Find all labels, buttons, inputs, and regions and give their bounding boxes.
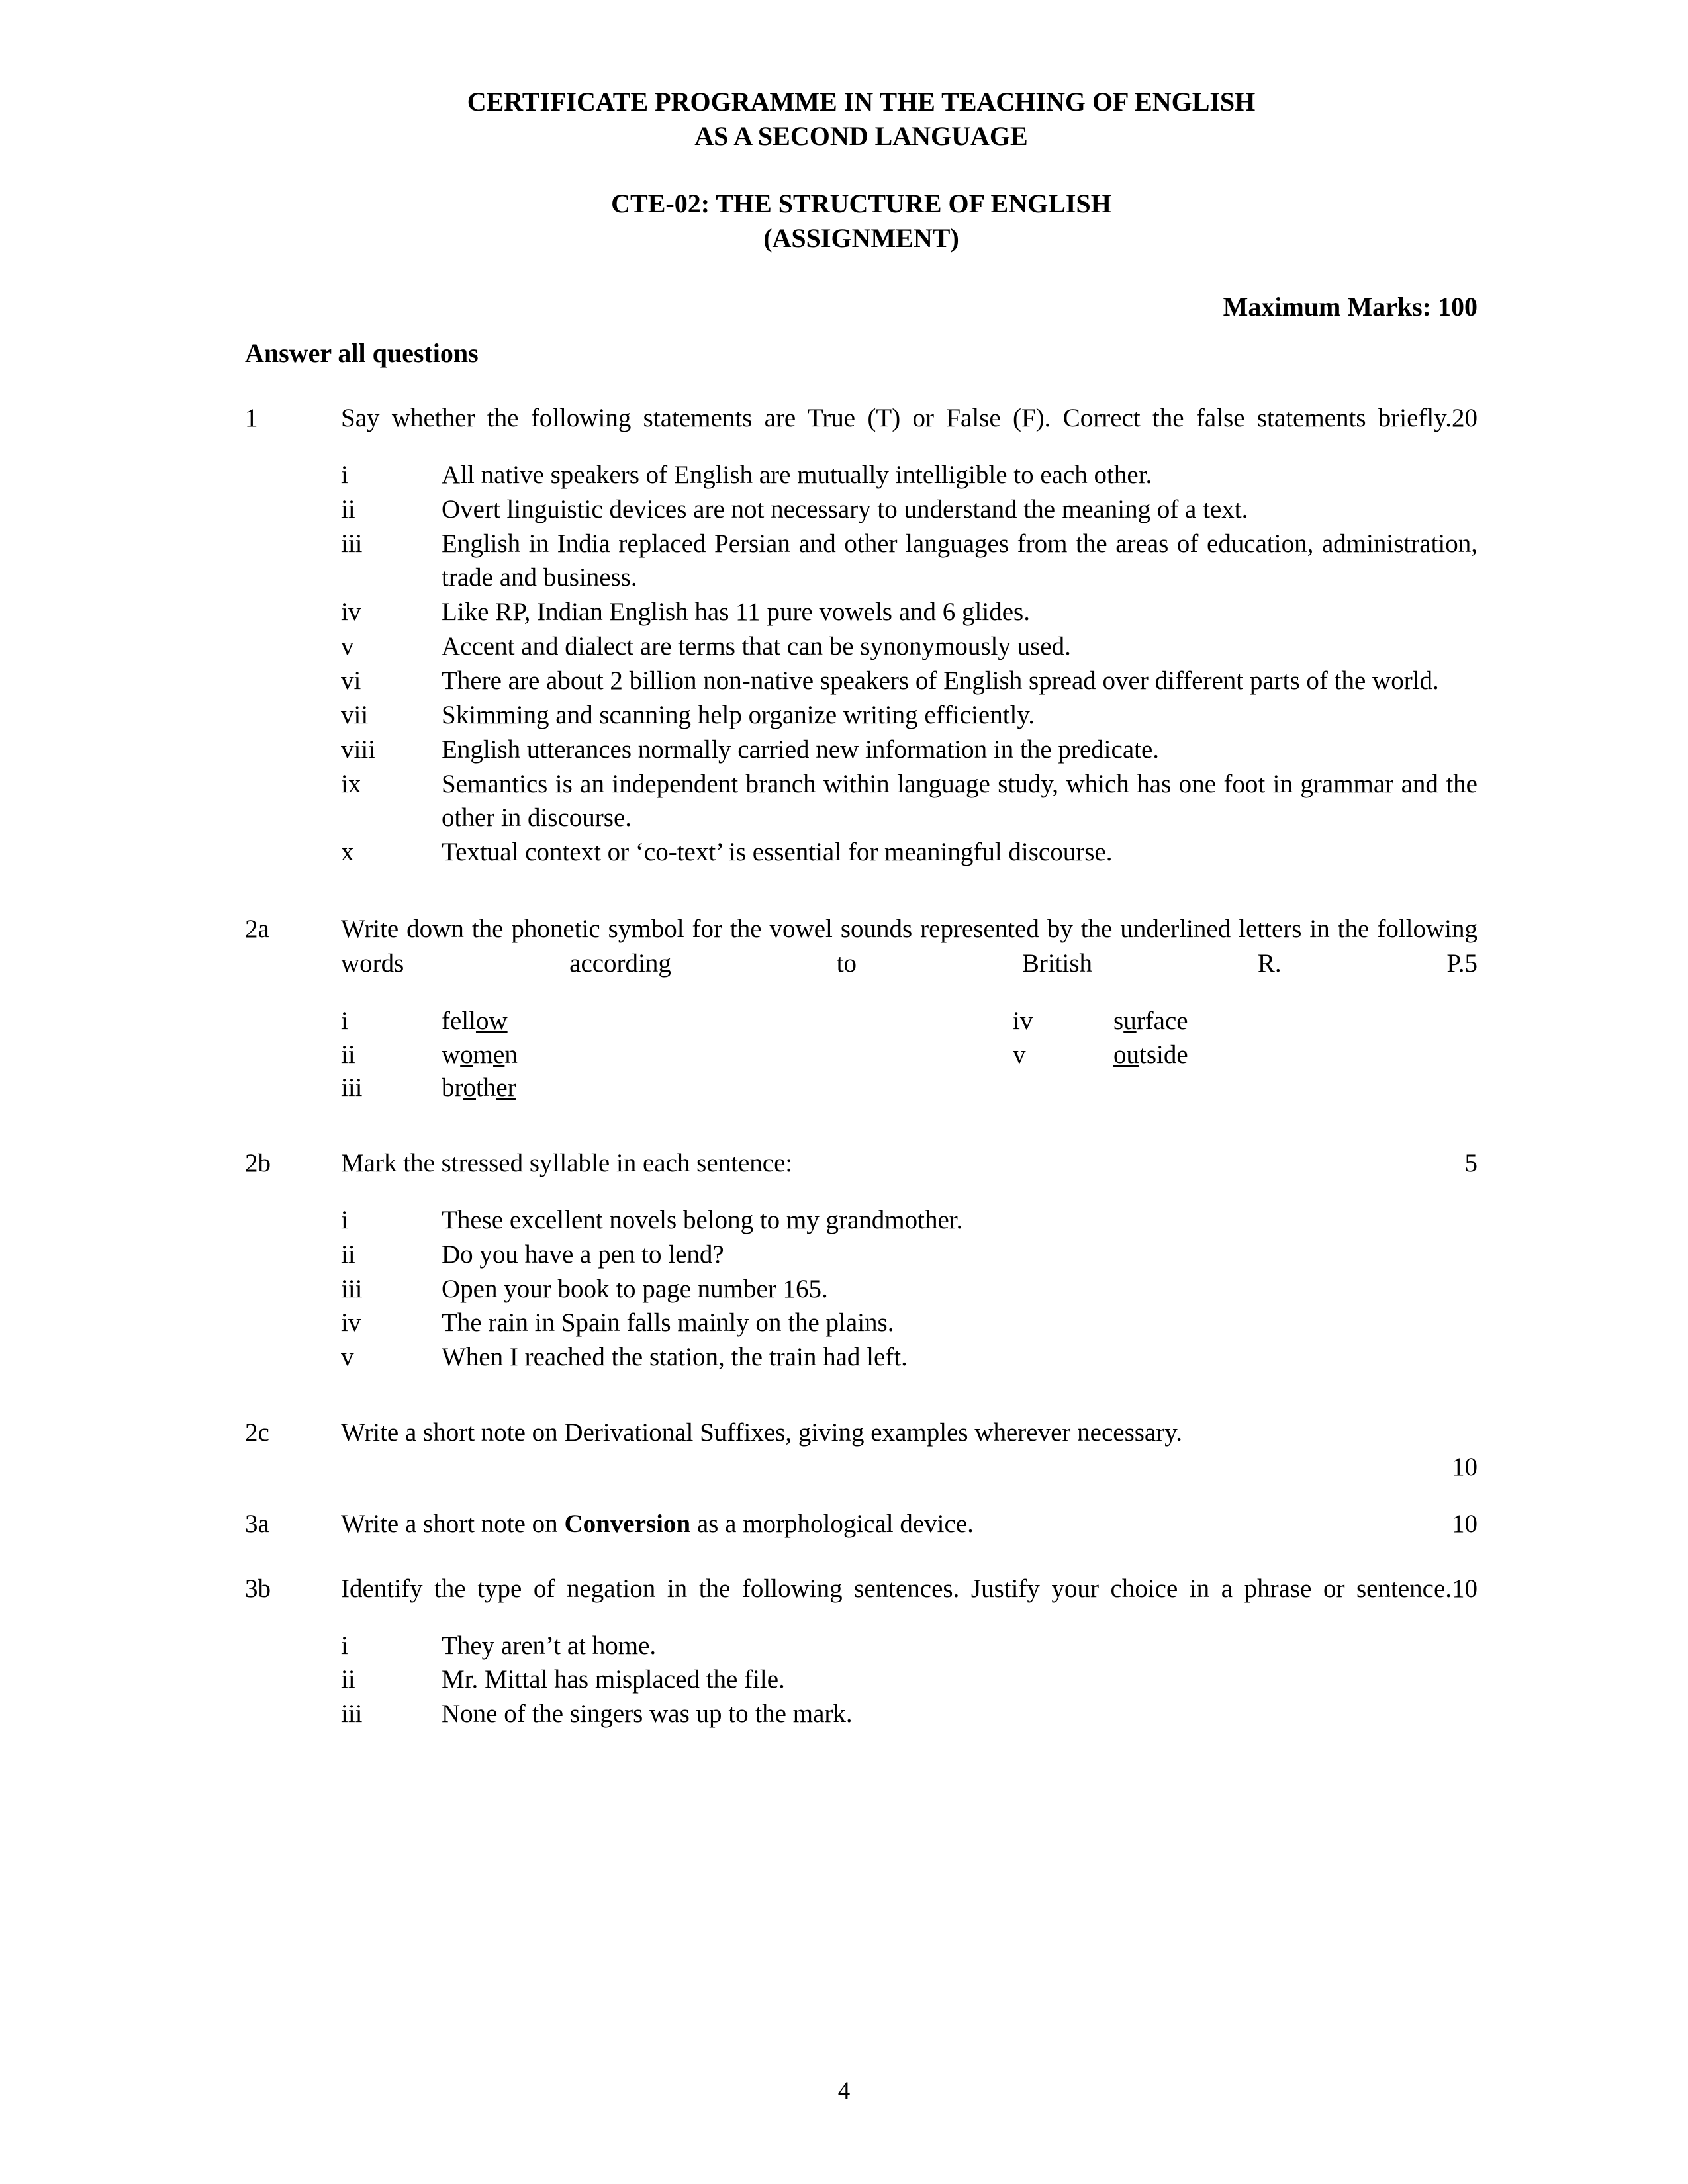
question-marks: 10	[1452, 1574, 1477, 1603]
word-cell-left	[341, 1038, 1013, 1072]
item-numeral: x	[341, 838, 354, 867]
item-numeral: viii	[341, 735, 376, 764]
item-text: Overt linguistic devices are not necessary to understand the meaning of a text.	[442, 494, 1248, 523]
word-cell-left	[341, 1071, 1013, 1105]
underlined-letters: o	[463, 1073, 476, 1103]
question-2a-word-list	[341, 1005, 1477, 1105]
question-marks: 10	[1452, 1452, 1477, 1481]
item-numeral: iii	[341, 1700, 363, 1729]
question-body	[341, 1416, 1477, 1484]
item-numeral: v	[341, 1343, 354, 1372]
question-number: 2a	[245, 915, 269, 944]
item-numeral: ix	[341, 769, 361, 798]
word-cell-right	[1013, 1038, 1516, 1072]
word-women	[442, 1038, 1013, 1072]
word-segment: br	[442, 1073, 463, 1103]
list-item	[341, 629, 1477, 664]
question-statement-prefix: Write a short note on	[341, 1509, 565, 1538]
question-body	[341, 401, 1477, 435]
item-numeral: vi	[341, 666, 361, 696]
item-numeral: ii	[341, 1040, 355, 1069]
item-text: English in India replaced Persian and other languages from the areas of education, administration, trade and business.	[442, 529, 1477, 592]
item-numeral: i	[341, 1006, 348, 1035]
word-cell-right	[1013, 1005, 1516, 1038]
list-item	[341, 767, 1477, 836]
question-block-3b	[245, 1572, 1477, 1606]
programme-title-line-2: AS A SECOND LANGUAGE	[694, 121, 1028, 151]
document-content	[245, 0, 1477, 1731]
item-text: English utterances normally carried new information in the predicate.	[442, 735, 1160, 764]
list-item	[341, 698, 1477, 733]
question-1-sub-list	[341, 458, 1477, 870]
item-numeral: i	[341, 1205, 348, 1234]
word-segment: tside	[1139, 1040, 1188, 1069]
item-text: Open your book to page number 165.	[442, 1274, 828, 1303]
question-number: 1	[245, 404, 258, 432]
question-text	[341, 1572, 1477, 1606]
item-text: They aren’t at home.	[442, 1631, 657, 1660]
question-number: 3b	[245, 1574, 271, 1603]
item-numeral: ii	[341, 1240, 355, 1269]
answer-all-instruction: Answer all questions	[245, 338, 479, 368]
list-item	[341, 458, 1477, 492]
underlined-letters: er	[496, 1073, 516, 1103]
question-marks: 10	[1452, 1509, 1477, 1538]
document-header	[245, 0, 1477, 154]
item-text: Like RP, Indian English has 11 pure vowels and 6 glides.	[442, 598, 1030, 627]
list-item	[341, 1662, 1477, 1697]
question-text	[341, 1507, 1477, 1541]
word-segment: th	[476, 1073, 496, 1103]
item-numeral: iii	[341, 1274, 363, 1303]
word-fellow	[442, 1005, 1013, 1038]
list-item	[341, 1238, 1477, 1272]
item-numeral: ii	[341, 494, 355, 523]
list-item	[341, 733, 1477, 767]
assignment-label: (ASSIGNMENT)	[763, 223, 959, 253]
word-segment: rface	[1136, 1006, 1188, 1035]
question-statement: Write down the phonetic symbol for the vowel sounds represented by the underlined letters in the following words according to British R. P.	[341, 915, 1477, 978]
question-block-2c	[245, 1416, 1477, 1484]
list-item	[341, 1697, 1477, 1731]
question-text	[341, 912, 1477, 981]
item-text: There are about 2 billion non-native speakers of English spread over different parts of the world.	[442, 666, 1439, 696]
question-text: Write a short note on Derivational Suffixes, giving examples wherever necessary.	[341, 1418, 1182, 1447]
item-text: When I reached the station, the train had left.	[442, 1343, 908, 1372]
programme-title-line-1: CERTIFICATE PROGRAMME IN THE TEACHING OF ENGLISH	[467, 87, 1256, 116]
underlined-letters: e	[493, 1040, 505, 1069]
item-text: Semantics is an independent branch within language study, which has one foot in grammar and the other in discourse.	[442, 769, 1477, 833]
word-row	[341, 1071, 1477, 1105]
course-header	[245, 187, 1477, 255]
page-number: 4	[837, 2077, 851, 2105]
question-marks: 20	[1452, 404, 1477, 432]
word-outside	[1113, 1038, 1516, 1072]
question-statement-suffix: as a morphological device.	[690, 1509, 974, 1538]
underlined-letters: ou	[1113, 1040, 1139, 1069]
question-block-3a	[245, 1507, 1477, 1541]
list-item	[341, 1272, 1477, 1306]
item-numeral: iii	[341, 1073, 363, 1103]
item-text: These excellent novels belong to my grandmother.	[442, 1205, 963, 1234]
item-text: None of the singers was up to the mark.	[442, 1700, 853, 1729]
item-numeral: ii	[341, 1665, 355, 1694]
item-numeral: i	[341, 1631, 348, 1660]
underlined-letters: o	[460, 1040, 473, 1069]
list-item	[341, 835, 1477, 870]
question-statement: Identify the type of negation in the following sentences. Justify your choice in a phrase or sentence.	[341, 1574, 1452, 1603]
item-text: Accent and dialect are terms that can be synonymously used.	[442, 632, 1071, 661]
list-item	[341, 492, 1477, 527]
question-marks: 5	[1464, 949, 1477, 978]
word-segment: s	[1113, 1006, 1124, 1035]
word-cell-left	[341, 1005, 1013, 1038]
item-text: Do you have a pen to lend?	[442, 1240, 724, 1269]
word-surface	[1113, 1005, 1516, 1038]
item-numeral: iv	[1013, 1006, 1033, 1035]
question-number: 3a	[245, 1509, 269, 1538]
question-block-2a	[245, 912, 1477, 981]
word-segment: fell	[442, 1006, 476, 1035]
item-numeral: v	[341, 632, 354, 661]
item-numeral: iv	[341, 1308, 361, 1338]
item-numeral: vii	[341, 700, 369, 729]
bold-term-conversion: Conversion	[564, 1509, 691, 1538]
question-number: 2b	[245, 1148, 271, 1177]
question-block-2b	[245, 1146, 1477, 1181]
item-text: The rain in Spain falls mainly on the plains.	[442, 1308, 894, 1338]
question-marks: 5	[1464, 1148, 1477, 1177]
question-body	[341, 1146, 1477, 1181]
item-text: Textual context or ‘co-text’ is essential for meaningful discourse.	[442, 838, 1113, 867]
course-code-title: CTE-02: THE STRUCTURE OF ENGLISH	[611, 189, 1111, 218]
item-text: Mr. Mittal has misplaced the file.	[442, 1665, 785, 1694]
item-numeral: i	[341, 460, 348, 489]
question-number: 2c	[245, 1418, 269, 1447]
item-numeral: iv	[341, 598, 361, 627]
list-item	[341, 1629, 1477, 1663]
word-segment: n	[504, 1040, 518, 1069]
maximum-marks: Maximum Marks: 100	[1223, 292, 1477, 322]
question-statement: Mark the stressed syllable in each sentence:	[341, 1148, 793, 1177]
question-text	[341, 1146, 1477, 1181]
list-item	[341, 527, 1477, 596]
question-2b-sub-list	[341, 1203, 1477, 1375]
list-item	[341, 1340, 1477, 1375]
word-segment: m	[473, 1040, 494, 1069]
underlined-letters: u	[1123, 1006, 1137, 1035]
item-numeral: v	[1013, 1040, 1026, 1069]
header-spacer	[245, 154, 1477, 187]
word-row	[341, 1038, 1477, 1072]
question-body	[341, 1572, 1477, 1606]
list-item	[341, 1203, 1477, 1238]
list-item	[341, 664, 1477, 698]
question-3b-sub-list	[341, 1629, 1477, 1732]
word-brother	[442, 1071, 1013, 1105]
word-segment: w	[442, 1040, 461, 1069]
list-item	[341, 1306, 1477, 1340]
question-text	[341, 401, 1477, 435]
list-item	[341, 595, 1477, 629]
underlined-letters: ow	[475, 1006, 508, 1035]
question-body	[341, 1507, 1477, 1541]
item-numeral: iii	[341, 529, 363, 558]
word-row	[341, 1005, 1477, 1038]
item-text: All native speakers of English are mutually intelligible to each other.	[442, 460, 1152, 489]
item-text: Skimming and scanning help organize writing efficiently.	[442, 700, 1035, 729]
question-body	[341, 912, 1477, 981]
question-block-1	[245, 401, 1477, 435]
question-statement: Say whether the following statements are True (T) or False (F). Correct the false statements briefly.	[341, 404, 1452, 432]
